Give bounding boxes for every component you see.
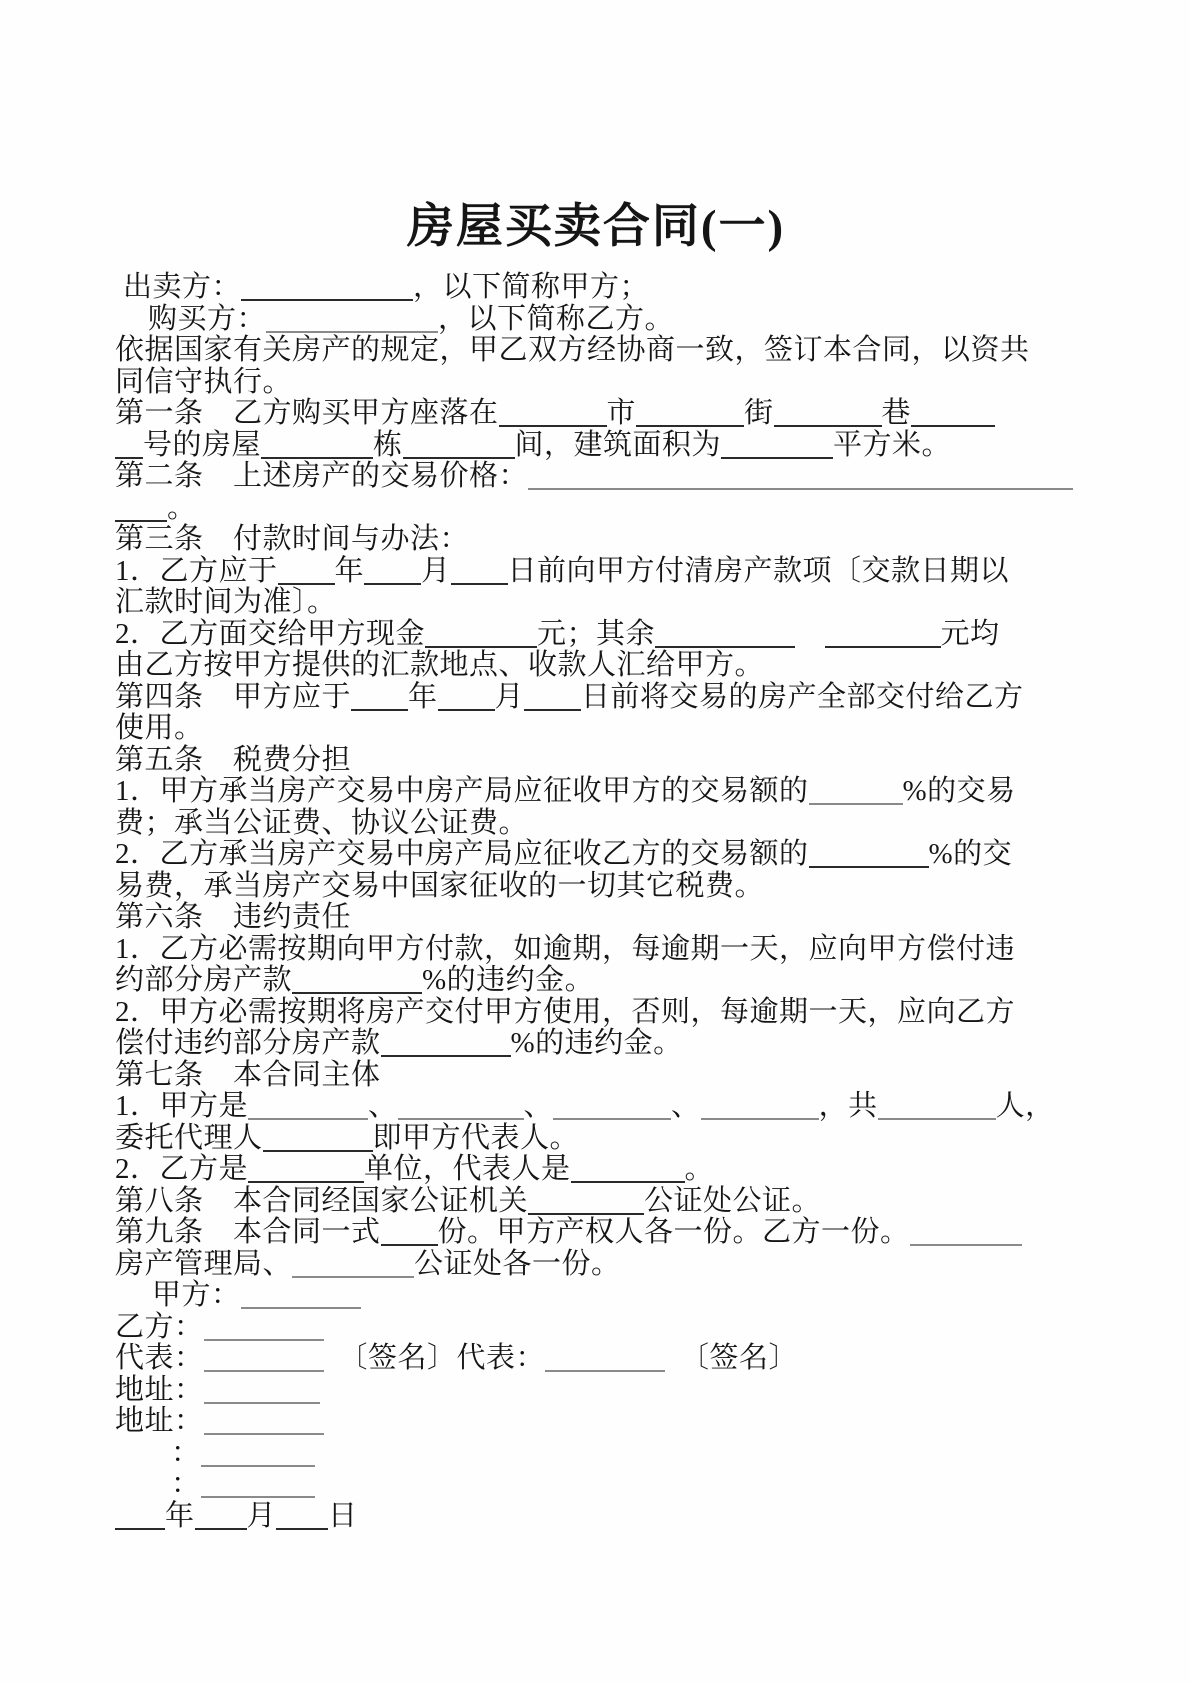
text-run: ，共 bbox=[818, 1090, 878, 1122]
text-run: 元均 bbox=[940, 617, 1000, 650]
document-line bbox=[115, 1343, 1125, 1375]
document-line bbox=[115, 1186, 1125, 1218]
blank-field bbox=[248, 1118, 368, 1120]
text-run: 偿付违约部分房产款 bbox=[115, 1027, 381, 1059]
blank-field bbox=[451, 583, 508, 585]
blank-field bbox=[878, 1118, 996, 1120]
document-line bbox=[115, 461, 1125, 493]
text-run: 同信守执行。 bbox=[115, 365, 293, 398]
document-line bbox=[115, 272, 1125, 304]
document-line bbox=[115, 1028, 1125, 1060]
text-run: 份。甲方产权人各一份。乙方一份。 bbox=[437, 1216, 910, 1248]
blank-field bbox=[809, 866, 929, 868]
document-line bbox=[115, 713, 1125, 745]
text-run: 第二条 上述房产的交易价格： bbox=[115, 460, 529, 492]
text-run: 地址： bbox=[115, 1373, 204, 1406]
text-run: ，以下简称甲方； bbox=[413, 271, 650, 303]
text-run: 市 bbox=[606, 397, 637, 429]
document-line bbox=[115, 745, 1125, 777]
text-run: 1．乙方必需按期向甲方付款，如逾期，每逾期一天，应向甲方偿付违 bbox=[115, 932, 1016, 965]
blank-field bbox=[204, 1370, 324, 1372]
blank-field bbox=[499, 425, 607, 427]
document-line bbox=[115, 335, 1125, 367]
blank-field bbox=[248, 1181, 364, 1183]
blank-field bbox=[425, 646, 537, 648]
document-line bbox=[115, 1375, 1125, 1407]
text-run: 第八条 本合同经国家公证机关 bbox=[115, 1184, 529, 1217]
blank-field bbox=[115, 520, 167, 522]
text-run: 日前向甲方付清房产款项〔交款日期以 bbox=[507, 554, 1010, 587]
text-run: 、 bbox=[671, 1090, 701, 1122]
text-run: 2．乙方面交给甲方现金 bbox=[115, 617, 426, 650]
text-run: 、 bbox=[523, 1090, 554, 1122]
text-run: 1．甲方是 bbox=[115, 1090, 249, 1122]
text-run: 第五条 税费分担 bbox=[115, 743, 352, 776]
blank-field bbox=[825, 646, 941, 648]
document-line bbox=[115, 493, 1125, 525]
text-run: 平方米。 bbox=[833, 428, 952, 461]
blank-field bbox=[204, 1433, 324, 1435]
text-run: 出卖方： bbox=[123, 271, 242, 303]
text-run: ： bbox=[171, 1468, 201, 1500]
document-line bbox=[115, 1312, 1125, 1344]
document-line bbox=[115, 587, 1125, 619]
blank-field bbox=[398, 1118, 524, 1120]
document-line bbox=[115, 304, 1125, 336]
text-run: 年 bbox=[408, 680, 438, 713]
blank-field bbox=[241, 1307, 361, 1309]
document-title: 房屋买卖合同(一) bbox=[406, 201, 786, 253]
text-run: 第九条 本合同一式 bbox=[115, 1216, 381, 1248]
blank-field bbox=[553, 1118, 671, 1120]
text-run: 甲方： bbox=[152, 1279, 241, 1311]
blank-field bbox=[655, 646, 795, 648]
text-run: 2．乙方是 bbox=[115, 1153, 249, 1185]
blank-field bbox=[910, 1244, 1022, 1246]
text-run: 月 bbox=[421, 554, 451, 587]
blank-field bbox=[201, 1465, 315, 1467]
text-run: ，以下简称乙方。 bbox=[438, 302, 675, 335]
text-run: 地址： bbox=[115, 1405, 204, 1437]
document-line bbox=[115, 556, 1125, 588]
document-line bbox=[115, 524, 1125, 556]
document-line bbox=[115, 1217, 1125, 1249]
document-line bbox=[115, 1249, 1125, 1281]
document-line bbox=[115, 619, 1125, 651]
text-run bbox=[795, 618, 825, 650]
blank-field bbox=[204, 1402, 320, 1404]
blank-field bbox=[809, 803, 903, 805]
document-line bbox=[115, 650, 1125, 682]
blank-field bbox=[438, 709, 495, 711]
blank-field bbox=[911, 425, 995, 427]
text-run: 易费，承当房产交易中国家征收的一切其它税费。 bbox=[115, 869, 765, 902]
blank-field bbox=[115, 1528, 165, 1530]
text-run: 委托代理人 bbox=[115, 1121, 263, 1154]
document-line bbox=[115, 871, 1125, 903]
text-run: 公证处各一份。 bbox=[414, 1247, 621, 1280]
document-line bbox=[115, 430, 1125, 462]
text-run: 日前将交易的房产全部交付给乙方 bbox=[581, 680, 1024, 713]
text-run: 栋 bbox=[373, 428, 403, 461]
blank-field bbox=[381, 1244, 438, 1246]
blank-field bbox=[528, 488, 1073, 490]
blank-field bbox=[115, 457, 143, 459]
document-line bbox=[115, 934, 1125, 966]
document-line bbox=[115, 1280, 1125, 1312]
blank-field bbox=[276, 1528, 328, 1530]
text-run: 房产管理局、 bbox=[115, 1247, 293, 1280]
blank-field bbox=[292, 1276, 414, 1278]
text-run: 年 bbox=[334, 554, 365, 587]
blank-field bbox=[364, 583, 421, 585]
text-run: 汇款时间为准〕。 bbox=[115, 586, 337, 618]
text-run: 第六条 违约责任 bbox=[115, 901, 352, 933]
text-run: 元；其余 bbox=[537, 617, 656, 650]
blank-field bbox=[528, 1213, 644, 1215]
blank-field bbox=[195, 1528, 247, 1530]
document-line bbox=[115, 776, 1125, 808]
document-line bbox=[115, 808, 1125, 840]
text-run: 公证处公证。 bbox=[644, 1184, 822, 1217]
blank-field bbox=[278, 583, 335, 585]
text-run: 第七条 本合同主体 bbox=[115, 1058, 381, 1091]
text-run: 间，建筑面积为 bbox=[514, 428, 722, 461]
blank-field bbox=[266, 331, 438, 333]
text-run: 1．乙方应于 bbox=[115, 554, 278, 587]
text-run: 第四条 甲方应于 bbox=[115, 680, 352, 713]
text-run: 购买方： bbox=[148, 302, 267, 335]
blank-field bbox=[201, 1496, 315, 1498]
document-body bbox=[115, 272, 1125, 1532]
blank-field bbox=[403, 457, 515, 459]
blank-field bbox=[571, 1181, 685, 1183]
blank-field bbox=[263, 1150, 373, 1152]
document-line bbox=[115, 1406, 1125, 1438]
text-run: 2．甲方必需按期将房产交付甲方使用，否则，每逾期一天，应向乙方 bbox=[115, 995, 1016, 1028]
document-line bbox=[115, 1469, 1125, 1501]
text-run: 乙方： bbox=[115, 1310, 204, 1343]
document-line bbox=[115, 682, 1125, 714]
blank-field bbox=[774, 425, 882, 427]
text-run: 单位，代表人是 bbox=[364, 1153, 571, 1185]
blank-field bbox=[636, 425, 744, 427]
text-run: 月 bbox=[246, 1499, 277, 1532]
blank-field bbox=[524, 709, 581, 711]
text-run: %的交易 bbox=[902, 775, 1016, 807]
text-run: 第一条 乙方购买甲方座落在 bbox=[115, 397, 499, 429]
document-line bbox=[115, 1501, 1125, 1533]
text-run: 人， bbox=[995, 1090, 1055, 1122]
text-run: 费；承当公证费、协议公证费。 bbox=[115, 806, 529, 839]
document-line bbox=[115, 1154, 1125, 1186]
blank-field bbox=[721, 457, 833, 459]
text-run: 1．甲方承当房产交易中房产局应征收甲方的交易额的 bbox=[115, 775, 809, 807]
document-line bbox=[115, 902, 1125, 934]
blank-field bbox=[261, 457, 373, 459]
text-run: ： bbox=[171, 1436, 201, 1469]
text-run: %的违约金。 bbox=[510, 1027, 683, 1059]
document-line bbox=[115, 1060, 1125, 1092]
text-run: 月 bbox=[494, 680, 525, 713]
text-run: %的交 bbox=[928, 838, 1013, 870]
document-line bbox=[115, 1438, 1125, 1470]
text-run: 年 bbox=[165, 1499, 195, 1532]
text-run: 依据国家有关房产的规定，甲乙双方经协商一致，签订本合同，以资共 bbox=[115, 334, 1030, 366]
document-line bbox=[115, 1091, 1125, 1123]
document-line bbox=[115, 839, 1125, 871]
text-run: 。 bbox=[167, 491, 197, 524]
text-run: 第三条 付款时间与办法： bbox=[115, 523, 470, 555]
text-run: 巷 bbox=[881, 397, 912, 429]
document-line bbox=[115, 965, 1125, 997]
text-run: 代表： bbox=[115, 1342, 204, 1374]
blank-field bbox=[351, 709, 408, 711]
document-line bbox=[115, 367, 1125, 399]
document-line bbox=[115, 997, 1125, 1029]
blank-field bbox=[204, 1339, 324, 1341]
text-run: 日 bbox=[328, 1499, 358, 1532]
text-run: 〔签名〕 bbox=[665, 1342, 799, 1374]
text-run: 约部分房产款 bbox=[115, 964, 293, 996]
blank-field bbox=[545, 1370, 665, 1372]
text-run: 〔签名〕代表： bbox=[323, 1342, 546, 1374]
blank-field bbox=[701, 1118, 819, 1120]
document-line bbox=[115, 398, 1125, 430]
text-run: %的违约金。 bbox=[422, 964, 595, 996]
blank-field bbox=[292, 992, 422, 994]
text-run: 由乙方按甲方提供的汇款地点、收款人汇给甲方。 bbox=[115, 649, 765, 681]
text-run: 。 bbox=[684, 1153, 715, 1185]
text-run: 使用。 bbox=[115, 712, 204, 744]
blank-field bbox=[241, 299, 413, 301]
text-run: 街 bbox=[744, 397, 774, 429]
blank-field bbox=[381, 1055, 511, 1057]
document-line bbox=[115, 1123, 1125, 1155]
text-run: 、 bbox=[368, 1090, 398, 1122]
text-run: 2．乙方承当房产交易中房产局应征收乙方的交易额的 bbox=[115, 838, 809, 870]
text-run: 号的房屋 bbox=[143, 428, 262, 461]
text-run: 即甲方代表人。 bbox=[372, 1121, 580, 1154]
